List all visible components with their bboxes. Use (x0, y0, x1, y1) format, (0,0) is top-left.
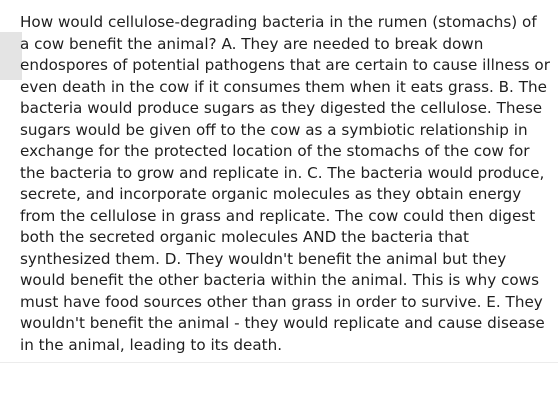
question-text: How would cellulose-degrading bacteria in the rumen (stomachs) of a cow benefit the animal? A. They are needed to break down endospores of potential pathogens that are certain to cause illness or even death in the cow if it consumes them when it eats grass. B. The bacteria would produce sugars as they digested the cellulose. These sugars would be given off to the cow as a symbiotic relationship in exchange for the protected location of the stomachs of the cow for the bacteria to grow and replicate in. C. The bacteria would produce, secrete, and incorporate organic molecules as they obtain energy from the cellulose in grass and replicate. The cow could then digest both the secreted organic molecules AND the bacteria that synthesized them. D. They wouldn't benefit the animal but they would benefit the other bacteria within the animal. This is why cows must have food sources other than grass in order to survive. E. They wouldn't benefit the animal - they would replicate and cause disease in the animal, leading to its death. (20, 13, 550, 354)
footer-area (0, 363, 558, 398)
side-tab (0, 32, 22, 80)
